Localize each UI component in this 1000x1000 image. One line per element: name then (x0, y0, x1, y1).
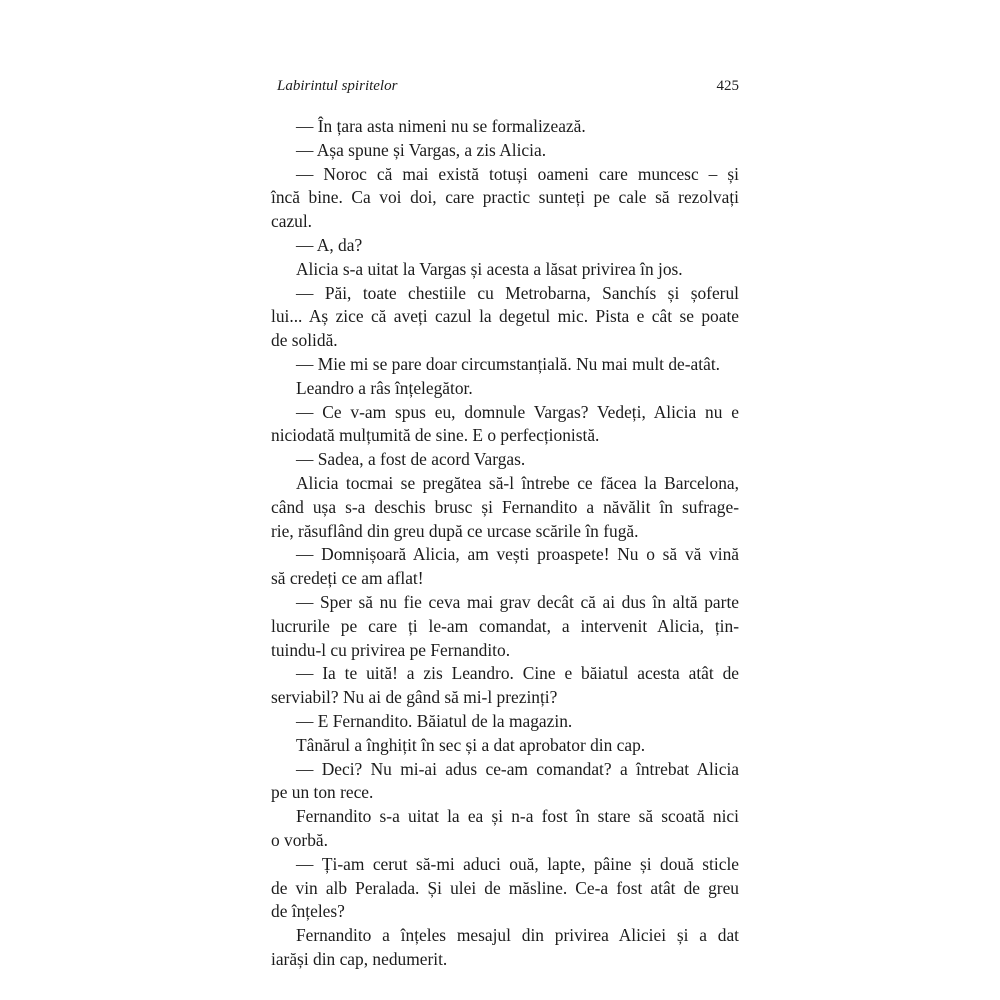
text-line: — Ți-am cerut să-mi aduci ouă, lapte, pâine și două sticle (296, 853, 739, 874)
text-line: încă bine. Ca voi doi, care practic sunteți pe cale să rezolvați (271, 187, 739, 208)
text-line: tuindu-l cu privirea pe Fernandito. (271, 639, 511, 660)
text-line: — Mie mi se pare doar circumstanțială. Nu mai mult de-atât. (296, 353, 720, 374)
text-line: — Așa spune și Vargas, a zis Alicia. (296, 139, 547, 160)
text-line: pe un ton rece. (271, 782, 374, 803)
text-line: lui... Aș zice că aveți cazul la degetul mic. Pista e cât se poate (271, 306, 739, 327)
text-line: cazul. (271, 211, 313, 232)
text-line: — Sadea, a fost de acord Vargas. (296, 449, 526, 470)
text-line: de solidă. (271, 330, 338, 351)
text-line: lucrurile pe care ți le-am comandat, a intervenit Alicia, țin- (271, 615, 739, 636)
text-line: de înțeles? (271, 901, 345, 922)
text-line: — Ia te uită! a zis Leandro. Cine e băiatul acesta atât de (296, 663, 739, 684)
text-line: — În țara asta nimeni nu se formalizează. (296, 116, 586, 136)
page-number: 425 (716, 78, 739, 94)
text-line: serviabil? Nu ai de gând să mi-l prezinți? (271, 687, 558, 708)
text-line: rie, răsuflând din greu după ce urcase scările în fugă. (271, 520, 639, 541)
text-line: Alicia tocmai se pregătea să-l întrebe ce făcea la Barcelona, (296, 472, 739, 493)
text-line: — Deci? Nu mi-ai adus ce-am comandat? a întrebat Alicia (296, 758, 739, 779)
text-line: o vorbă. (271, 829, 328, 850)
text-line: Fernandito s-a uitat la ea și n-a fost în stare să scoată nici (296, 806, 739, 827)
text-line: Alicia s-a uitat la Vargas și acesta a lăsat privirea în jos. (296, 258, 683, 279)
text-line: iarăși din cap, nedumerit. (271, 948, 448, 969)
text-line: — A, da? (296, 234, 363, 255)
text-line: — Domnișoară Alicia, am vești proaspete! Nu o să vă vină (296, 544, 739, 565)
text-line: de vin alb Peralada. Și ulei de măsline. Ce-a fost atât de greu (271, 877, 739, 898)
running-title: Labirintul spiritelor (277, 78, 398, 94)
text-line: Leandro a râs înțelegător. (296, 377, 473, 398)
text-line: — Ce v-am spus eu, domnule Vargas? Vedeți, Alicia nu e (296, 401, 739, 422)
text-line: — Noroc că mai există totuși oameni care muncesc – și (296, 163, 739, 184)
text-line: Tânărul a înghițit în sec și a dat aprobator din cap. (296, 734, 646, 755)
text-line: să credeți ce am aflat! (271, 568, 424, 589)
text-line: — E Fernandito. Băiatul de la magazin. (296, 710, 573, 731)
text-line: Fernandito a înțeles mesajul din privirea Aliciei și a dat (296, 925, 739, 946)
page-header (271, 70, 739, 100)
body-text (271, 115, 739, 972)
text-line: când ușa s-a deschis brusc și Fernandito a năvălit în sufrage- (271, 496, 739, 517)
text-line: — Păi, toate chestiile cu Metrobarna, Sanchís și șoferul (296, 282, 739, 303)
text-line: niciodată mulțumită de sine. E o perfecționistă. (271, 425, 600, 446)
text-line: — Sper să nu fie ceva mai grav decât că ai dus în altă parte (296, 591, 739, 612)
book-page (271, 70, 739, 969)
